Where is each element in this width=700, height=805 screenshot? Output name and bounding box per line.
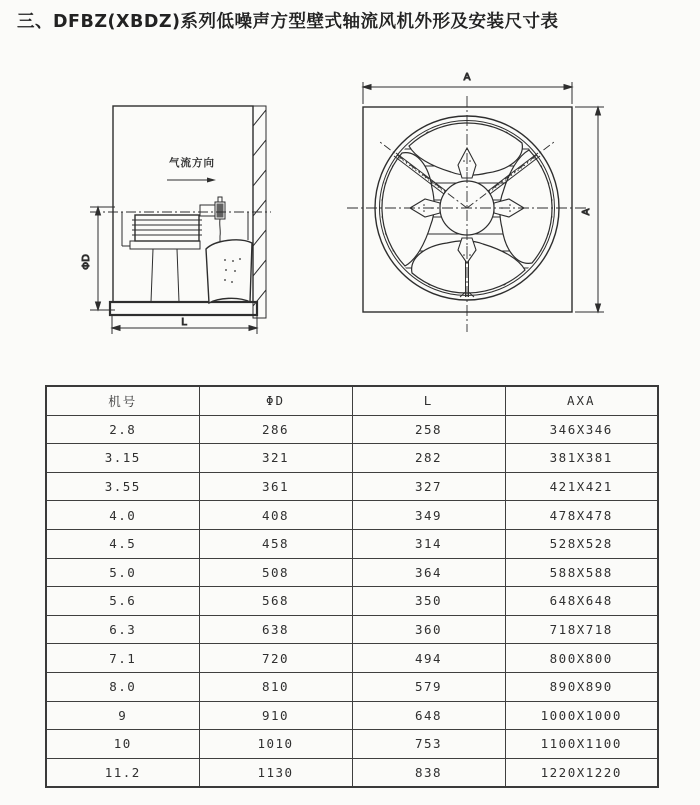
table-cell-axa: 1220X1220 (505, 758, 658, 787)
table-cell-axa: 800X800 (505, 644, 658, 673)
table-cell-model: 6.3 (46, 615, 199, 644)
table-cell-model: 8.0 (46, 672, 199, 701)
table-cell-phi-d: 1010 (199, 730, 352, 759)
table-cell-l: 349 (352, 501, 505, 530)
base-plate (110, 302, 257, 315)
table-cell-phi-d: 638 (199, 615, 352, 644)
a-right-label: A (581, 208, 592, 216)
dimensions-table (45, 385, 659, 788)
table-cell-phi-d: 1130 (199, 758, 352, 787)
airflow-arrow-icon (207, 178, 216, 183)
phi-d-label: ΦD (81, 254, 92, 270)
table-cell-phi-d: 408 (199, 501, 352, 530)
table-row (46, 444, 658, 473)
shaft-hub (200, 197, 225, 242)
table-row (46, 730, 658, 759)
table-cell-axa: 1100X1100 (505, 730, 658, 759)
table-cell-axa: 381X381 (505, 444, 658, 473)
motor-pedestal (151, 249, 179, 302)
table-cell-l: 327 (352, 472, 505, 501)
table-cell-phi-d: 568 (199, 587, 352, 616)
table-row (46, 415, 658, 444)
table-cell-phi-d: 910 (199, 701, 352, 730)
table-cell-l: 258 (352, 415, 505, 444)
table-cell-axa: 718X718 (505, 615, 658, 644)
table-cell-model: 9 (46, 701, 199, 730)
table-cell-phi-d: 508 (199, 558, 352, 587)
page-title: 三、DFBZ(XBDZ)系列低噪声方型壁式轴流风机外形及安装尺寸表 (17, 12, 559, 32)
table-cell-l: 838 (352, 758, 505, 787)
table-cell-l: 314 (352, 529, 505, 558)
table-cell-phi-d: 321 (199, 444, 352, 473)
table-cell-model: 5.6 (46, 587, 199, 616)
table-row (46, 529, 658, 558)
fan-front-view-drawing (345, 60, 615, 350)
table-cell-model: 10 (46, 730, 199, 759)
table-header-row (46, 386, 658, 415)
table-row (46, 701, 658, 730)
table-row (46, 472, 658, 501)
table-row (46, 587, 658, 616)
impeller-blade (206, 240, 252, 303)
table-cell-axa: 648X648 (505, 587, 658, 616)
table-cell-model: 4.0 (46, 501, 199, 530)
table-header-model: 机号 (46, 386, 199, 415)
airflow-label: 气流方向 (169, 157, 215, 169)
table-cell-axa: 346X346 (505, 415, 658, 444)
table-cell-phi-d: 458 (199, 529, 352, 558)
table-cell-axa: 1000X1000 (505, 701, 658, 730)
table-cell-l: 648 (352, 701, 505, 730)
table-cell-l: 494 (352, 644, 505, 673)
table-cell-axa: 478X478 (505, 501, 658, 530)
table-header-axa: AXA (505, 386, 658, 415)
dimension-l (112, 316, 257, 334)
motor (130, 215, 202, 249)
table-row (46, 672, 658, 701)
table-header-l: L (352, 386, 505, 415)
table-cell-axa: 588X588 (505, 558, 658, 587)
table-cell-model: 3.55 (46, 472, 199, 501)
table-cell-model: 11.2 (46, 758, 199, 787)
table-row (46, 644, 658, 673)
l-label: L (181, 317, 187, 328)
table-cell-l: 350 (352, 587, 505, 616)
table-cell-l: 579 (352, 672, 505, 701)
fan-side-view-drawing (75, 70, 285, 348)
table-cell-phi-d: 361 (199, 472, 352, 501)
dimension-phi-d (81, 207, 115, 310)
table-cell-axa: 528X528 (505, 529, 658, 558)
dimension-a-top (363, 72, 572, 104)
dimension-a-right (575, 107, 604, 312)
wall-section-hatch (245, 100, 274, 346)
table-cell-phi-d: 286 (199, 415, 352, 444)
table-cell-model: 5.0 (46, 558, 199, 587)
table-header-phi-d: ΦD (199, 386, 352, 415)
table-row (46, 615, 658, 644)
a-top-label: A (463, 72, 471, 83)
table-cell-model: 7.1 (46, 644, 199, 673)
table-cell-phi-d: 720 (199, 644, 352, 673)
table-cell-l: 364 (352, 558, 505, 587)
table-cell-axa: 421X421 (505, 472, 658, 501)
table-cell-axa: 890X890 (505, 672, 658, 701)
table-cell-l: 360 (352, 615, 505, 644)
table-cell-model: 2.8 (46, 415, 199, 444)
table-row (46, 758, 658, 787)
table-cell-l: 282 (352, 444, 505, 473)
table-cell-l: 753 (352, 730, 505, 759)
airflow-direction (167, 156, 216, 183)
table-cell-phi-d: 810 (199, 672, 352, 701)
table-cell-model: 3.15 (46, 444, 199, 473)
table-row (46, 558, 658, 587)
table-row (46, 501, 658, 530)
table-cell-model: 4.5 (46, 529, 199, 558)
